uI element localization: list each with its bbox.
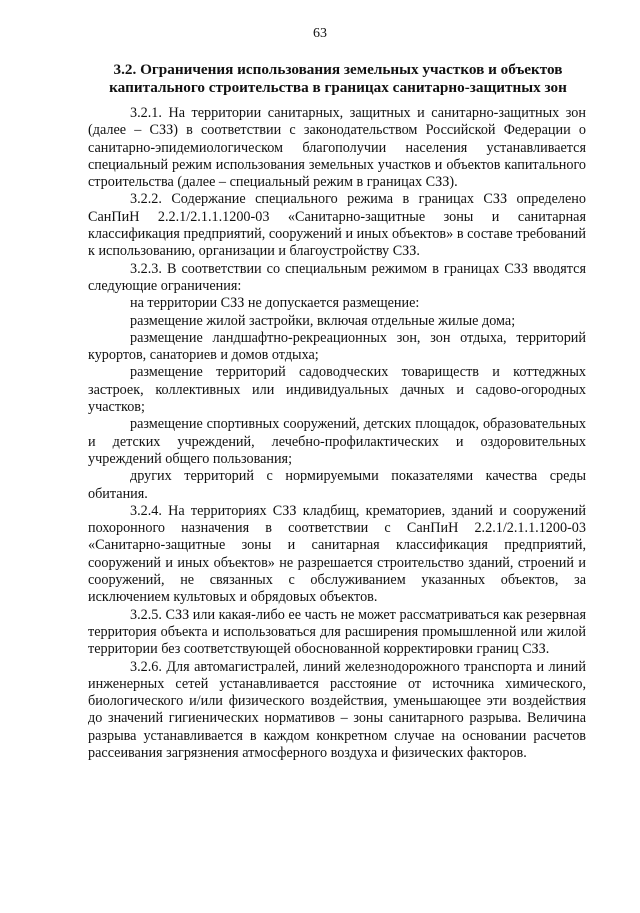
section-title: 3.2. Ограничения использования земельных участков и объектов капитального строительства в границах санитарно-защитных зон <box>109 61 567 96</box>
paragraph-3-2-2: 3.2.2. Содержание специального режима в границах СЗЗ определено СанПиН 2.2.1/2.1.1.1200-03 «Санитарно-защитные зоны и санитарная классификация предприятий, сооружений и иных объектов» в составе требований к использованию, организации и благоустройству СЗЗ. <box>88 191 586 260</box>
paragraph-3-2-5: 3.2.5. СЗЗ или какая-либо ее часть не может рассматриваться как резервная территория объекта и использоваться для расширения промышленной или жилой территории без соответствующей обоснованной корректировки границ СЗЗ. <box>88 606 586 658</box>
paragraph-3-2-3: 3.2.3. В соответствии со специальным режимом в границах СЗЗ вводятся следующие ограничения: <box>88 260 586 294</box>
restriction-item-2: размещение ландшафтно-рекреационных зон, зон отдыха, территорий курортов, санаториев и домов отдыха; <box>88 329 586 364</box>
restriction-item-5: других территорий с нормируемыми показателями качества среды обитания. <box>88 468 586 502</box>
paragraph-3-2-6: 3.2.6. Для автомагистралей, линий железнодорожного транспорта и линий инженерных сетей устанавливается расстояние от источника химического, биологического и/или физического воздействия, уменьшающее эти воздействия до значений гигиенических нормативов – зоны санитарного разрыва. Величина разрыва устанавливается в каждом конкретном случае на основании расчетов рассеивания загрязнения атмосферного воздуха и физических факторов. <box>88 658 586 761</box>
paragraph-3-2-4: 3.2.4. На территориях СЗЗ кладбищ, крематориев, зданий и сооружений похоронного назначения в соответствии с СанПиН 2.2.1/2.1.1.1200-03 «Санитарно-защитные зоны и санитарная классификация предприятий, сооружений и иных объектов» не разрешается строительство зданий, строений и сооружений, не связанных с обслуживанием указанных объектов, за исключением культовых и обрядовых объектов. <box>88 502 586 606</box>
restriction-item-4: размещение спортивных сооружений, детских площадок, образовательных и детских учреждений, лечебно-профилактических и оздоровительных учреждений общего пользования; <box>88 416 586 467</box>
paragraph-3-2-1: 3.2.1. На территории санитарных, защитных и санитарно-защитных зон (далее – СЗЗ) в соответствии с законодательством Российской Федерации о санитарно-эпидемиологическом благополучии населения устанавливается специальный режим использования земельных участков и объектов капитального строительства (далее – специальный режим в границах СЗЗ). <box>88 105 586 191</box>
page-number: 63 <box>313 26 327 41</box>
restrictions-intro: на территории СЗЗ не допускается размещение: <box>130 295 420 312</box>
restriction-item-1: размещение жилой застройки, включая отдельные жилые дома; <box>130 312 516 329</box>
restriction-item-3: размещение территорий садоводческих товариществ и коттеджных застроек, коллективных или индивидуальных дачных и садово-огородных участков; <box>88 364 586 416</box>
document-body <box>88 105 586 762</box>
